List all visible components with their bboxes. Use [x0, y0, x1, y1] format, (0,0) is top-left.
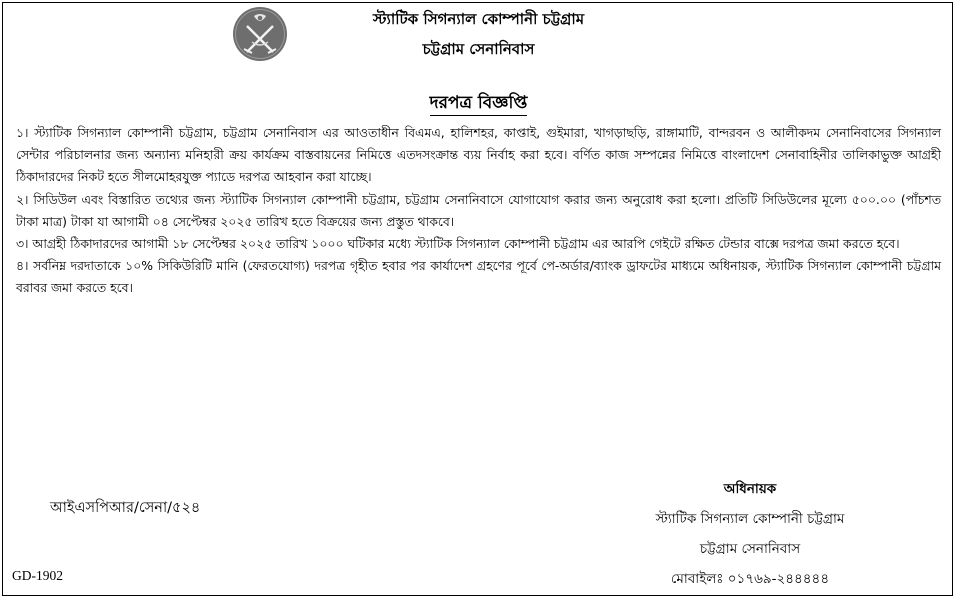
signatory-title: অধিনায়ক	[723, 481, 777, 497]
paragraph-4: ৪। সর্বনিম্ন দরদাতাকে ১০% সিকিউরিটি মানি (ফেরতযোগ্য) দরপত্র গৃহীত হবার পর কার্যাদেশ গ্রহণের পূর্বে পে-অর্ডার/ব্যাংক ড্রাফটের মাধ্যমে অধিনায়ক, স্ট্যাটিক সিগন্যাল কোম্পানী চট্টগ্রাম বরাবর জমা করতে হবে।	[16, 258, 941, 296]
notice-title: দরপত্র বিজ্ঞপ্তি	[430, 93, 528, 116]
paragraph-3: ৩। আগ্রহী ঠিকাদারদের আগামী ১৮ সেপ্টেম্বর ২০২৫ তারিখ ১০০০ ঘটিকার মধ্যে স্ট্যাটিক সিগন্যাল কোম্পানী চট্টগ্রাম এর আরপি গেইটে রক্ষিত টেন্ডার বাক্সে দরপত্র জমা করতে হবে।	[16, 236, 900, 252]
signature-block	[600, 474, 900, 594]
signatory-unit: স্ট্যাটিক সিগন্যাল কোম্পানী চট্টগ্রাম	[655, 511, 845, 527]
signatory-location: চট্টগ্রাম সেনানিবাস	[699, 541, 801, 557]
organization-name: স্ট্যাটিক সিগন্যাল কোম্পানী চট্টগ্রাম	[372, 10, 585, 28]
paragraph-2: ২। সিডিউল এবং বিস্তারিত তথ্যের জন্য স্ট্যাটিক সিগন্যাল কোম্পানী চট্টগ্রাম, চট্টগ্রাম সেনানিবাসে যোগাযোগ করার জন্য অনুরোধ করা হলো। প্রতিটি সিডিউলের মূল্যে ৫০০.০০ (পাঁচশত টাকা মাত্র) টাকা যা আগামী ০৪ সেপ্টেম্বর ২০২৫ তারিখ হতে বিক্রয়ের জন্য প্রস্তুত থাকবে।	[16, 191, 941, 229]
notice-title-wrap	[0, 90, 957, 118]
gd-code: GD-1902	[12, 568, 63, 583]
mobile-number: মোবাইলঃ ০১৭৬৯-২৪৪৪৪৪	[670, 571, 830, 587]
organization-location: চট্টগ্রাম সেনানিবাস	[422, 40, 535, 58]
reference-number: আইএসপিআর/সেনা/৫২৪	[50, 500, 201, 516]
paragraph-1: ১। স্ট্যাটিক সিগন্যাল কোম্পানী চট্টগ্রাম, চট্টগ্রাম সেনানিবাস এর আওতাধীন বিএমএ, হালিশহর, কাপ্তাই, গুইমারা, খাগড়াছড়ি, রাঙ্গামাটি, বান্দরবন ও আলীকদম সেনানিবাসের সিগন্যাল সেন্টার পরিচালনার জন্য অন্যান্য মনিহারী ক্রয় কার্যক্রম বাস্তবায়নের নিমিত্তে এতদসংক্রান্ত ব্যয় নির্বাহ করা হবে। বর্ণিত কাজ সম্পন্নের নিমিত্তে বাংলাদেশ সেনাবাহিনীর তালিকাভুক্ত আগ্রহী ঠিকাদারদের নিকট হতে সীলমোহরযুক্ত প্যাডে দরপত্র আহবান করা যাচ্ছে।	[16, 125, 941, 185]
notice-body	[16, 122, 941, 300]
